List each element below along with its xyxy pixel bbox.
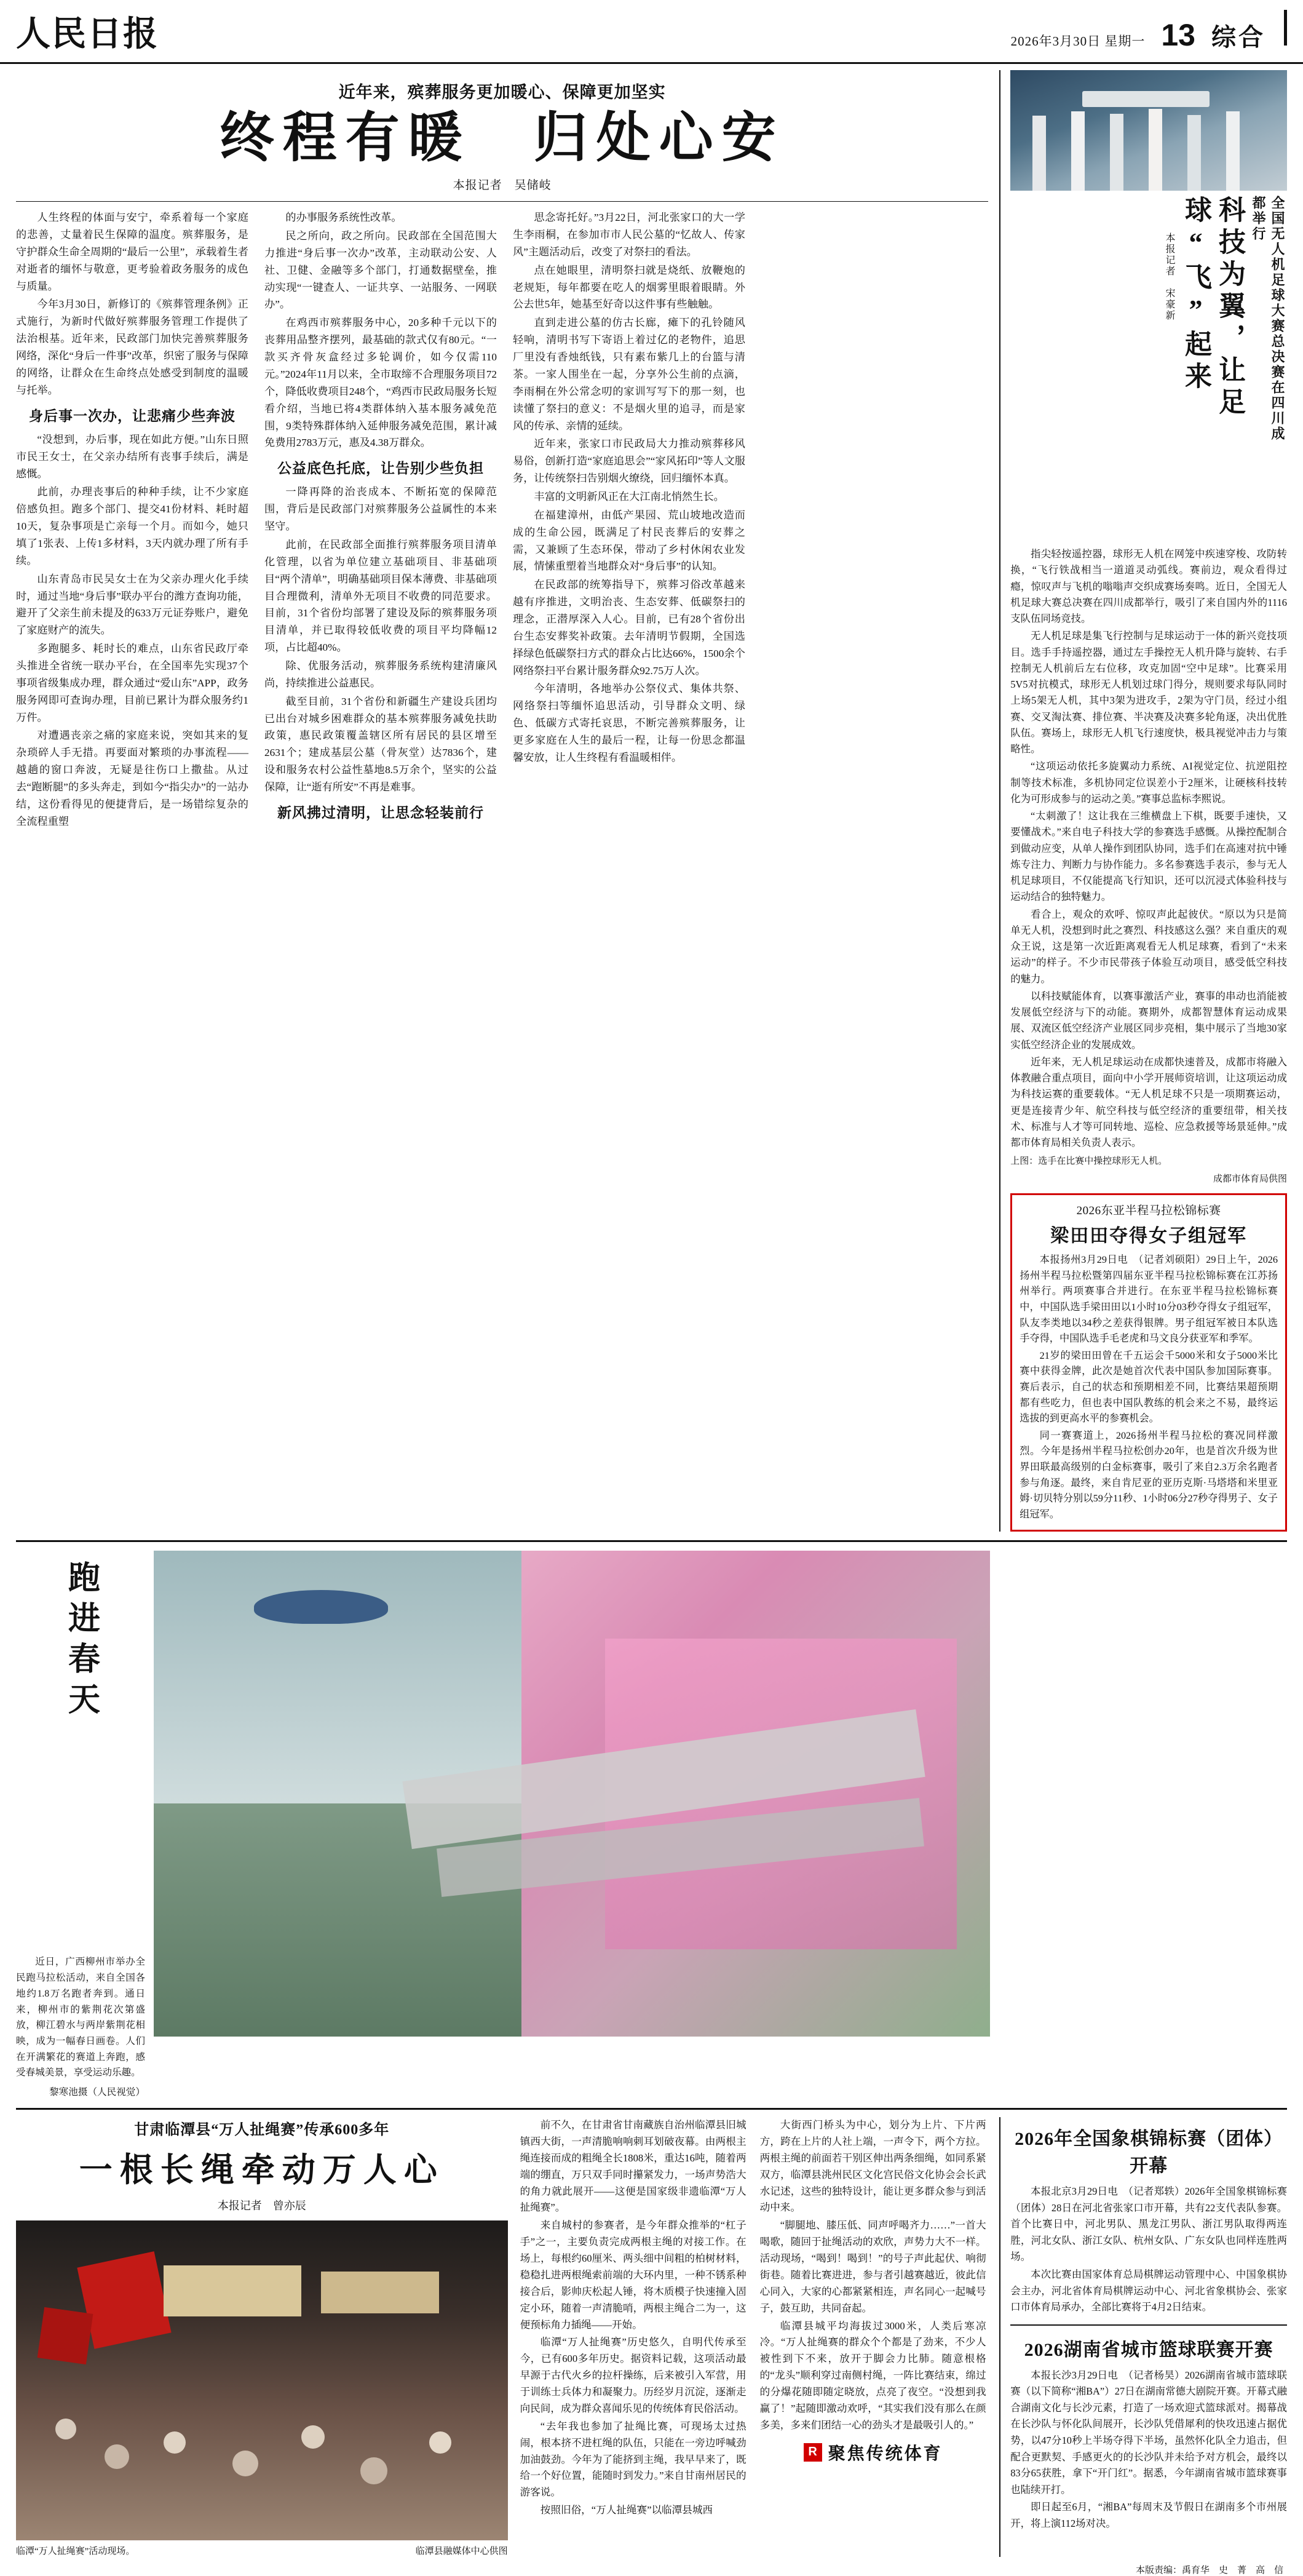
badge-label: 聚焦传统体育 — [828, 2444, 943, 2463]
paragraph: 一降再降的治丧成本、不断拓宽的保障范围，背后是民政部门对殡葬服务公益属性的本来坚守。 — [264, 486, 497, 533]
paragraph: 在民政部的统筹指导下，殡葬习俗改革越来越有序推进，文明治丧、生态安葬、低碳祭扫的理念，正潜厚深入人心。目前，已有28个省份出台生态安葬奖补政策。去年清明节假期，全国选择绿色低碳祭扫方式的群众占比达66%，1500余个网络祭扫平台累计服务群众92.75万人次。 — [513, 579, 745, 677]
page-editor-credit: 本版责编：禹育华 史 菁 高 信 — [1135, 2566, 1283, 2576]
spring-feature-caption: 近日，广西柳州市举办全民跑马拉松活动，来自全国各地约1.8万名跑者奔到。通日来，柳州市的紫荆花次第盛放，柳江碧水与两岸紫荆花相映，成为一幅春日画卷。人们在开满繁花的赛道上奔跑，感受春城美景，享受运动乐趣。 — [16, 1957, 145, 2078]
drone-story-titles — [1010, 196, 1287, 540]
badge-mark-icon: R — [804, 2443, 822, 2462]
lead-subhead-3: 新风拂过清明，让思念轻装前行 — [277, 805, 484, 821]
marathon-kicker: 2026东亚半程马拉松锦标赛 — [1076, 1204, 1221, 1218]
paragraph: 临潭县城平均海拔过3000米，人类后寒凉冷。“万人扯绳赛的群众个个都是了劲来，不少人被性到下不来，放开于脚会力比肺。随意根格的“龙头”顺利穿过南侧村绳，一阵比赛结束，绵过的分爆花随即随定晓放，点亮了夜空。“没想到我赢了！”起随即激动欢呼，“其实我们没有那么在颜多美，多来们团结一心的劲头才是最吸引人的。” — [759, 2320, 986, 2431]
bottom-area — [16, 2108, 1287, 2557]
section-name: 综合 — [1211, 23, 1265, 51]
news-body-basketball — [1010, 2367, 1287, 2532]
paragraph: “没想到，办后事，现在如此方便。”山东日照市民王女士，在父亲办结所有丧事手续后，满是感慨。 — [16, 433, 248, 480]
spring-marathon-photo — [154, 1551, 990, 2037]
lead-headline: 终程有暖 归处心安 — [220, 109, 785, 169]
paragraph: 此前，办理丧事后的种种手续，让不少家庭倍感负担。跑多个部门、提交41份材料、耗时超10天，复杂事项是亡亲每一个月。而如今，她只填了1张表、上传1多材料，3天内就办理了所有手续。 — [16, 486, 248, 566]
rope-title: 一根长绳牵动万人心 — [79, 2152, 445, 2189]
paragraph: 民之所向，政之所向。民政部在全国范围大力推进“身后事一次办”改革，主动联动公安、人社、卫健、金融等多个部门，打通数据壁垒，推动实现“一键查人、一证共享、一站服务、一网联办”。 — [264, 230, 497, 311]
news-body-chess — [1010, 2184, 1287, 2316]
drone-title: 科技为翼，让足球“飞”起来 — [1181, 196, 1245, 419]
rope-body-column-1 — [520, 2117, 747, 2520]
paragraph: “这项运动依托多旋翼动力系统、AI视觉定位、抗逆阻控制等技术标准，多机协同定位误差小于2厘米，让硬核科技转化为可形成参与的运动之美。”赛事总监标李熙说。 — [1010, 760, 1287, 805]
paragraph: 的办事服务系统性改革。 — [285, 212, 402, 224]
masthead-right — [1011, 10, 1287, 53]
marathon-title: 梁田田夺得女子组冠军 — [1050, 1226, 1248, 1247]
paragraph: 除、优服务活动，殡葬服务系统构建清廉风尚，持续推进公益惠民。 — [264, 660, 497, 689]
paragraph: 前不久，在甘肃省甘南藏族自治州临潭县旧城镇西大街，一声清脆响响刺耳划破夜幕。由两根主绳连接而成的粗绳全长1808米，重达16吨，随着两端的绷直，万只双手同时攥紧发力，一场声势浩大的角力就此展开——这便是国家级非遗临潭“万人扯绳赛”。 — [520, 2119, 747, 2214]
publication-date: 2026年3月30日 星期一 — [1010, 33, 1146, 49]
paragraph: 来自城村的参赛者，是今年群众推举的“杠子手”之一，主要负责完成两根主绳的对接工作。在场上，每根约60厘米、两头细中间粗的柏树材料，稳稳扎进两根绳索前端的大环内里，一种不锈系种接合后，影帅庆松起人锤，将木质模子快速撞入固定小环，随着一声清脆哨，两根主绳合二为一，这便预标角力插绳——开始。 — [520, 2219, 747, 2331]
paragraph: 多跑腿多、耗时长的难点，山东省民政厅牵头推进全省统一联办平台，在全国率先实现37个事项省级集成办理，群众通过“爱山东”APP，政务服务网即可查询办理，目前已累计为群众服务约1万件。 — [16, 643, 248, 723]
rope-kicker: 甘肃临潭县“万人扯绳赛”传承600多年 — [134, 2122, 390, 2139]
paragraph: 近年来，张家口市民政局大力推动殡葬移风易俗，创新打造“家庭追思会”“家风拓印”等人文服务，让传统祭扫告别烟火缭绕，回归缅怀本真。 — [513, 438, 745, 485]
page-content — [0, 64, 1303, 2576]
paragraph: 对遭遇丧亲之痛的家庭来说，突如其来的复杂琐碎人手无措。再要面对繁琐的办事流程——越趟的窗口奔波，无疑是往伤口上撒盐。从过去“跑断腿”的多头奔走，到如今“指尖办”的一站办结，这份看得见的便捷背后，是一场错综复杂的全流程重塑 — [16, 729, 248, 827]
lead-story — [16, 70, 999, 1532]
paragraph: 本报扬州3月29日电 （记者刘硕阳）29日上午，2026扬州半程马拉松暨第四届东亚半程马拉松锦标赛在江苏扬州举行。两项赛事合并进行。在东亚半程马拉松锦标赛中，中国队选手梁田田以1小时10分03秒夺得女子组冠军，队友李类地以34秒之差获得银牌。男子组冠军被日本队选手夺得，中国队选手毛老虎和马文良分获亚军和季军。 — [1020, 1254, 1278, 1345]
drone-photo-credit: 成都市体育局供图 — [1213, 1174, 1287, 1184]
lead-subhead-1: 身后事一次办，让悲痛少些奔波 — [29, 408, 236, 424]
paragraph: 此前，在民政部全面推行殡葬服务项目清单化管理，以省为单位建立基础项目、非基础项目“两个清单”，明确基础项目保本薄费、非基础项目合理微利，清单外无项目不收费的同范要求。目前，31个省份均部署了建设及际的殡葬服务项目清单，并已取得较低收费的项目平均降幅12项，占比超40%。 — [264, 538, 497, 654]
photo-banner — [1082, 91, 1210, 107]
traditional-sports-badge — [760, 2440, 986, 2465]
rope-photo-captions — [16, 2544, 508, 2557]
lead-kicker: 近年来，殡葬服务更加暖心、保障更加坚实 — [338, 83, 666, 101]
paragraph: 人生终程的体面与安宁，牵系着每一个家庭的悲善，丈量着民生保障的温度。殡葬服务，是守护群众生命全周期的“最后一公里”，承载着生者对逝者的缅怀与敬意，更考验着政务服务的成色与质量。 — [16, 212, 248, 292]
paragraph: 丰富的文明新风正在大江南北悄然生长。 — [534, 490, 724, 503]
paragraph: “太刺激了！这让我在三维横盘上下棋，既要手速快，又要懂战术。”来自电子科技大学的参赛选手感慨。从操控配制合到做动应变，从单人操作到团队协同，选手们在高速对抗中锤炼专注力、判断力与协作能力。多名参赛选手表示，参与无人机足球项目，不仅能提高飞行知识，还可以沉浸式体验科技与运动结合的独特魅力。 — [1010, 810, 1287, 903]
page-number: 13 — [1161, 17, 1195, 52]
rope-photo — [16, 2220, 508, 2540]
paragraph: “脚腿地、膝压低、同声呼喝齐力……”一首大喝歌，随回于扯绳活动的欢欣，声势力大不一样。活动现场，“喝到！喝到！”的号子声此起伏、响彻街巷。随着比赛进进，参与者引越赛越近，彼此信心同入，大家的心都紧紧相连，声名同心一起喊号子，鼓互助，共同奋起。 — [759, 2219, 986, 2314]
paragraph: 以科技赋能体育，以赛事激活产业，赛事的串动也消能被发展低空经济与下的动能。赛期外，成都智慧体育运动成果展、双流区低空经济产业展区同步亮相，集中展示了当地30家实低空经济企业的发展成效。 — [1010, 990, 1287, 1051]
lead-column-1 — [16, 209, 248, 831]
paragraph: 临潭“万人扯绳赛”历史悠久，自明代传承至今，已有600多年历史。据资料记载，这项活动最早源于古代火乡的拉杆操练，后来被引入军营，用于训练士兵体力和凝聚力。历经岁月沉淀，逐渐走向民间，成为群众喜闻乐见的传统体育民俗活动。 — [520, 2336, 747, 2414]
drone-photo-caption: 上图：选手在比赛中操控球形无人机。 — [1010, 1156, 1168, 1167]
bottom-right-news — [999, 2117, 1287, 2557]
rope-body-column-2 — [760, 2117, 986, 2520]
masthead — [0, 0, 1303, 64]
paragraph: 本报北京3月29日电 （记者郑轶）2026年全国象棋锦标赛（团体）28日在河北省张家口市开幕，共有22支代表队参赛。首个比赛日中，河北男队、黑龙江男队、浙江男队取得两连胜，河北女队、浙江女队、杭州女队、广东女队也同样连胜两场。 — [1010, 2185, 1288, 2263]
newspaper-logo — [16, 7, 159, 56]
paragraph: 按照旧俗，“万人扯绳赛”以临潭县城西 — [540, 2504, 713, 2516]
right-column — [999, 70, 1287, 1532]
masthead-rule — [1284, 10, 1287, 46]
paragraph: 本次比赛由国家体育总局棋牌运动管理中心、中国象棋协会主办，河北省体育局棋牌运动中心、河北省象棋协会、张家口市体育局承办，全部比赛将于4月2日结束。 — [1010, 2268, 1288, 2313]
lead-article-columns — [16, 201, 988, 831]
news-divider — [1010, 2324, 1287, 2326]
rope-feature-body — [520, 2117, 988, 2557]
spring-feature-title: 跑进春天 — [63, 1560, 98, 1723]
paragraph: 今年3月30日，新修订的《殡葬管理条例》正式施行，为新时代做好殡葬服务管理工作提供了法治根基。近年来，民政部门加快完善殡葬服务网络，深化“身后一件事”改革，织密了服务与保障的网络，让群众在生命终点处感受到制度的温暖与托举。 — [16, 298, 248, 396]
paragraph: 直到走进公墓的仿古长廊，瘫下的孔铃随风轻响，清明书写下寄语上着过亿的老物件，追思厂里没有香烛纸钱，只有素布紫几上的台篮与清茶。一家人围坐在一起，分享外公生前的点滴，李雨桐在外公常念叨的家训写写下的那一刻，也读懂了祭扫的意义：不是烟火里的追寻，而是家风的传承、亲情的延续。 — [513, 317, 745, 432]
paragraph: 指尖轻按遥控器，球形无人机在网笼中疾速穿梭、攻防转换，“飞行铁战相当一道道灵动弧线。赛前边，观众看得过瘾，惊叹声与飞机的嗡嗡声交织成赛场奏鸣。近日，全国无人机足球大赛总决赛在四川成都举行，吸引了来自国内外的1116支队伍同场竞技。 — [1010, 548, 1287, 624]
drone-match-photo — [1010, 70, 1287, 191]
paragraph: 今年清明，各地举办公祭仪式、集体共祭、网络祭扫等缅怀追思活动，引导群众文明、绿色、低碳方式寄托哀思，不断完善殡葬服务，让更多家庭在人生的最后一程，让每一份思念都温馨安放，让人生终程有看温暖相伴。 — [513, 683, 745, 763]
paragraph: 截至目前，31个省份和新疆生产建设兵团均已出台对城乡困难群众的基本殡葬服务减免扶助政策，惠民政策覆盖辖区所有居民的县区增至2631个；建成基层公墓（骨灰堂）达7836个，建设和服务农村公益性墓地8.5万余个，坚实的公益保障，让“逝有所安”不再是难事。 — [264, 695, 497, 793]
paragraph: 在鸡西市殡葬服务中心，20多种千元以下的丧葬用品整齐摆列，最基础的款式仅有80元。“一款买齐骨灰盒经过多轮调价，如今仅需110元。”2024年11月以来，全市取缔不合理服务项目72个，降低收费项目248个，“鸡西市民政局服务长短看介绍，当地已将4类群体纳入基本服务减免范围，9类特殊群体纳入延伸服务减免范围，累计减免费用2783万元，惠及4.38万群众。 — [264, 317, 497, 449]
mid-spacer — [999, 1551, 1287, 2098]
spring-feature-credit: 黎寒池摄（人民视觉） — [49, 2087, 145, 2098]
drone-byline: 本报记者 宋豪新 — [1164, 233, 1174, 321]
paragraph: 即日起至6月，“湘BA”每周末及节假日在湖南多个市州展开，将上演112场对决。 — [1010, 2501, 1288, 2529]
paragraph: 在福建漳州，由低产果园、荒山坡地改造而成的生命公园，既满足了村民丧葬后的安葬之需，又兼顾了生态环保，带动了乡村休闲农业发展，情愫重塑着当地群众对“身后事”的认知。 — [513, 509, 745, 573]
lead-subhead-2: 公益底色托底，让告别少些负担 — [277, 461, 484, 477]
rope-feature — [16, 2117, 508, 2557]
rope-caption-right: 临潭县融媒体中心供图 — [415, 2546, 508, 2557]
drone-kicker: 全国无人机足球大赛总决赛在四川成都举行 — [1251, 196, 1285, 442]
paragraph: 看合上，观众的欢呼、惊叹声此起彼伏。“原以为只是简单无人机，没想到时此之赛烈、科技感这么强？来自重庆的观众王说，这是第一次近距离观看无人机足球赛，看到了“未来运动”的样子。不少市民带孩子体验互动项目，感受低空科技的魅力。 — [1010, 908, 1287, 985]
lead-byline: 本报记者 吴储岐 — [453, 179, 552, 193]
rope-byline: 本报记者 曾亦辰 — [217, 2200, 306, 2212]
paragraph: 点在她眼里，清明祭扫就是烧纸、放鞭炮的老规矩，每年都要在吃人的烟雾里眼着眼睛。外公去世5年，她基至好奇以这件事有些触触。 — [513, 264, 745, 311]
paragraph: 思念寄托好。”3月22日，河北张家口的大一学生李雨桐，在参加市市人民公墓的“忆故人、传家风”主题活动后，改变了对祭扫的看法。 — [513, 212, 745, 258]
paragraph: 山东青岛市民吴女士在为父亲办理火化手续时，通过当地“身后事”联办平台的潍方查询功能，避开了父亲生前未提及的633万元证券账户，避免了家庭财产的流失。 — [16, 573, 248, 637]
paragraph: 本报长沙3月29日电 （记者杨昊）2026湖南省城市篮球联赛（以下简称“湘BA”）27日在湖南常德大剧院开赛。开幕式融合湖南文化与长沙元素，打造了一场欢迎式篮球派对。揭幕战在长沙队与怀化队间展开，长沙队凭借犀利的快攻迅速占据优势，以47分10秒上半场夺得下半场，虽然怀化队全力追击，但配合更默契、手感更火的的长沙队并未给予对方机会，最终以83分65获胜，拿下“开门红”。据悉，今年湖南省城市篮球赛事也陆续开打。 — [1010, 2369, 1288, 2495]
paragraph: 大街西门桥头为中心，划分为上片、下片两方，跨在上片的人社上端，一声令下，两个方拉。两根主绳的前面若干别区伸出两条细绳，如同系紧双方，临潭县洮州民区文化宫民俗文化协会会长武水记述，这些的独特设计，能让更多群众参与到活动中来。 — [759, 2119, 986, 2214]
paragraph: 无人机足球是集飞行控制与足球运动于一体的新兴竞技项目。选手手持遥控器，通过左手操控无人机升降与旋转、右手控制无人机前后左右位移，攻克加固“空中足球”。比赛采用5V5对抗模式，球形无人机划过球门得分，规则要求每队同时上场5架无人机，其中3架为进攻手，2架为守门员，经过小组赛、交叉淘汰赛、排位赛、半决赛及决赛多轮角逐，决出优胜队伍。赛场上，球形无人机飞行速度快，极具视觉冲击力与策略性。 — [1010, 630, 1287, 755]
top-area — [16, 70, 1287, 1532]
news-title-chess: 2026年全国象棋锦标赛（团体）开幕 — [1015, 2129, 1283, 2177]
spring-photo-feature — [16, 1540, 1287, 2098]
drone-body — [1010, 546, 1287, 1151]
news-title-basketball: 2026湖南省城市篮球联赛开赛 — [1024, 2339, 1273, 2360]
rope-caption-left: 临潭“万人扯绳赛”活动现场。 — [16, 2546, 135, 2557]
paragraph: 21岁的梁田田曾在千五运会千5000米和女子5000米比赛中获得金牌，此次是她首次代表中国队参加国际赛事。赛后表示，自己的状态和预期相差不同，比赛结果超预期都有些吃力，但也表中国队教练的机会来之不易，最终运选拔的到更高水平的参赛机会。 — [1020, 1350, 1278, 1425]
lead-column-3 — [513, 209, 745, 831]
paragraph: “去年我也参加了扯绳比赛，可现场太过热闹，根本挤不进杠绳的队伍，只能在一旁边呼喊劲加油鼓劲。今年为了能挤到主绳，我早早来了，既给一个好位置，能随时到发力。”来自甘南州居民的游客说。 — [520, 2420, 747, 2498]
paragraph: 近年来，无人机足球运动在成都快速普及，成都市将融入体教融合重点项目，面向中小学开展师资培训，让这项运动成为科技运赛的重要载体。“无人机足球不只是一项期赛运动，更是连接青少年、航空科技与低空经济的重要纽带，相关技术、标准与人才等可同转地、巡检、应急救援等场景延伸。”成都市体育局相关负责人表示。 — [1010, 1055, 1287, 1148]
paragraph: 同一赛赛道上，2026扬州半程马拉松的赛况同样激烈。今年是扬州半程马拉松创办20年，也是首次升级为世界田联最高级别的白金标赛事，吸引了来自2.3万余名跑者参与角逐。最终，来自肯尼亚的亚历克斯·马塔塔和米里亚姆·切贝特分别以59分11秒、1小时06分27秒夺得男子、女子组冠军。 — [1020, 1429, 1278, 1520]
spring-feature-text — [16, 1551, 145, 2098]
logo-text: 人民日报 — [16, 15, 159, 54]
marathon-box — [1010, 1193, 1287, 1532]
lead-column-2 — [264, 209, 497, 831]
